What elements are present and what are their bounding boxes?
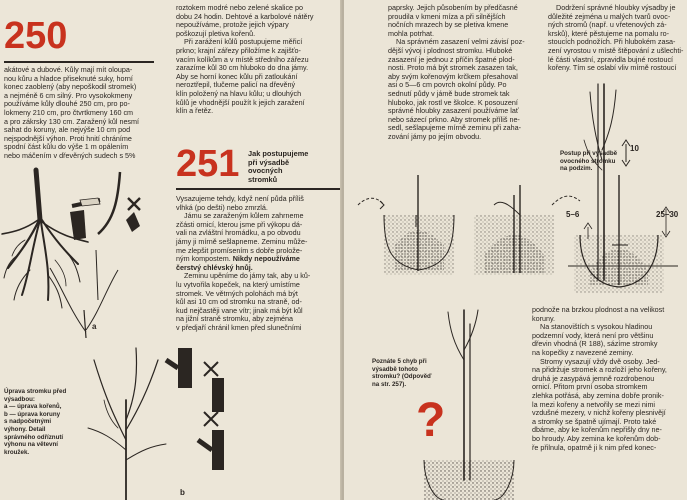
text-line: paprsky. Jejich působením by předčasné — [388, 3, 518, 12]
text-line: konec zaoblený (aby nepoškodil stromek) — [4, 82, 137, 92]
text-line: lokmeny 210 cm, pro čtvrtkmeny 160 cm — [4, 107, 134, 117]
section-rule-251 — [176, 188, 340, 190]
caption-line: výhony. Detail — [4, 425, 46, 433]
caption-line: stromku? (Odpověď — [372, 373, 432, 381]
text-line: Zeminu upěníme do jámy tak, aby u ků- — [184, 271, 311, 281]
text-line: dbáme, aby ke kořenům nepřišly dny ne- — [532, 425, 662, 435]
text-line: ných stromů (např. u vřetenových zá- — [548, 20, 667, 30]
autumn-caption — [560, 150, 630, 173]
text-line: sedl, sešlapujeme mírně zeminu při zaha- — [388, 123, 522, 133]
question-mark: ? — [416, 394, 446, 447]
left-page — [0, 0, 342, 500]
text-line: sednutí půdy v jámě bude stromek tak — [388, 88, 510, 98]
dimension-10: 10 — [630, 144, 639, 153]
text-line: hluboko, jak rostl ve školce. K posouzení — [388, 97, 518, 107]
caption-line: výhonu na větevní — [4, 441, 58, 449]
text-line: lu vytvořila kopeček, na který umístíme — [176, 279, 300, 289]
text-line: na kopečky z navezené zeminy. — [532, 347, 634, 357]
caption-line: výsadbou: — [4, 395, 35, 403]
text-line: zlehka potřásá, aby zemina dobře pronik- — [532, 390, 664, 400]
caption-line: kroužek. — [4, 448, 30, 456]
text-line: klín položený na hlavu kůlu; u dlouhých — [176, 88, 302, 98]
text-line: stoucích podnožích. Při hlubokém zasa- — [548, 37, 676, 47]
text-line: klín a řetěz. — [176, 106, 214, 116]
text-line: ornicí. Přitom první osoba stromkem — [532, 382, 648, 392]
label-a: a — [92, 322, 97, 331]
text-line: nočních mrazech by se pletiva kmene — [388, 20, 509, 30]
title-line: při výsadbě — [248, 157, 290, 167]
dimension-5-6: 5–6 — [566, 210, 580, 219]
text-line: akátové a dubové. Kůly mají mít oloupa- — [4, 65, 133, 74]
text-line: me zlepšit promísením s dobře prolože- — [176, 245, 303, 255]
text-line: lé části vlastní, zpravidla bujné rostoucí — [548, 54, 674, 64]
text-line: na přidržuje stromek a rozloží jeho kořeny, — [532, 365, 667, 375]
caption-line: b — úprava koruny — [4, 410, 61, 418]
text-line: správné hloubky zasazení používáme lať — [388, 106, 519, 116]
text-line: zení vyrostou v místě štěpování z ušlechti- — [548, 45, 684, 55]
caption-line: Poznáte 5 chyb při — [372, 358, 427, 365]
text-line: mohla potrhat. — [388, 28, 434, 38]
section-250-col1 — [4, 66, 156, 161]
right-col3 — [532, 306, 686, 452]
section-251-title — [248, 150, 340, 184]
text-line: krsků), které pěstujeme na pomalu ro- — [548, 28, 670, 38]
text-line: vali na zvláštní hromádku, a po obvodu — [176, 228, 301, 238]
text-line: a stromky se špatně ujímají. Proto také — [532, 416, 657, 426]
text-line: kud nejčastěji vane vítr; jinak má být kůl — [176, 305, 303, 315]
caption-line: a — úprava kořenů, — [4, 403, 62, 411]
text-line: nosti. Proto má být stromek zasazen tak, — [388, 63, 518, 73]
text-line: důležité zejména u malých tvarů ovoc- — [548, 11, 671, 21]
text-line: Jámu se zaraženým kůlem zahrneme — [184, 211, 304, 221]
dimension-25-30: 25–30 — [656, 210, 679, 219]
right-col1 — [388, 4, 546, 142]
text-line: Na správném zasazení velmi závisí poz- — [396, 37, 525, 47]
text-line: asi o 5—6 cm povrch okolní půdy. Po — [388, 80, 507, 90]
text-line: poškozují pletiva kořenů. — [176, 28, 256, 38]
caption-line: Postup při výsadbě — [560, 150, 618, 157]
caption-line: s nadpočetnými — [4, 418, 52, 426]
title-line: stromků — [248, 174, 278, 184]
text-line: nebo máčením v dřevěných sudech s 5% — [4, 150, 136, 160]
root-pruning-illustration — [0, 160, 170, 335]
text-line: nou kůru a hladce přiseknuté suky, horní — [4, 73, 133, 83]
text-line: Při zarážení kůlů postupujeme měřicí — [184, 37, 303, 47]
text-line: Stromy vysazují vždy dvě osoby. Jed- — [540, 356, 660, 366]
caption-line: na podzim. — [560, 165, 593, 173]
text-fragment: ným kompostem. — [176, 254, 231, 264]
text-line: kůl asi 10 cm od stromku na straně, od- — [176, 297, 302, 307]
text-line: nebo sázecí prkno. Aby stromek příliš ne- — [388, 114, 520, 124]
text-line: podzemní vody, která není pro většinu — [532, 330, 654, 340]
text-line: v předjaří chránil kmen před slunečními — [176, 322, 302, 332]
text-line: dější vývoj i plodnost stromku. Hluboké — [388, 45, 513, 55]
text-line: a pro zákrsky 130 cm. Zaražený kůl nesmí — [4, 116, 140, 126]
text-line: Vysazujeme tehdy, když není půda příliš — [176, 194, 304, 203]
text-line: podnože na brzkou plodnost a na velikost — [532, 305, 665, 314]
crown-pruning-illustration — [86, 340, 236, 500]
text-line: nepoužíváme, protože jejich výpary — [176, 20, 289, 30]
title-line: ovocných — [248, 166, 283, 176]
caption-line: výsadbě tohoto — [372, 365, 418, 373]
section-250-col2 — [176, 4, 340, 116]
right-page — [344, 0, 687, 500]
text-line: neroztřepil, tlučeme palicí na dřevěný — [176, 80, 296, 90]
text-line: druhá je zasypává jemně rozdrobenou — [532, 373, 655, 383]
text-line: kořeny. Tím se oslabí vliv mírně rostoucí — [548, 63, 677, 73]
text-line: zarazíme kůl 30 cm hluboko do dna jámy. — [176, 63, 309, 73]
text-line: dřevin vhodná (R 188), sázíme stromky — [532, 339, 658, 349]
text-line: na jižní straně stromku, aby zejména — [176, 314, 294, 324]
planting-pits-illustration — [344, 175, 687, 295]
text-line: spodní část kůlu do výše 1 m opálením — [4, 142, 129, 152]
text-line: la mezi kořeny a netvořily se mezi nimi — [532, 399, 656, 409]
caption-line: ovocného stromku — [560, 157, 616, 165]
pruning-caption — [4, 388, 84, 456]
text-line: vzdušné mezery, v nichž kořeny plesnivějí — [532, 408, 666, 418]
text-line: aby svým kořenovým krčkem přesahoval — [388, 71, 518, 81]
text-line: nejspodnější výhon. Proti hnití chráníme — [4, 133, 132, 143]
text-line: roztokem modré nebo zelené skalice po — [176, 3, 304, 12]
text-line: Na stanovištích s vysokou hladinou — [540, 322, 653, 332]
section-number-251: 251 — [176, 143, 240, 185]
text-line: proudila v kmeni míza a při silnějších — [388, 11, 506, 21]
section-number-250: 250 — [4, 15, 68, 57]
caption-line: správného odříznutí — [4, 433, 64, 441]
text-line: Dodržení správné hloubky výsadby je — [556, 3, 676, 12]
text-line: vacím kolíkům a v místě středního zářezu — [176, 54, 309, 64]
text-line: dobu 24 hodin. Dehtové a karbolové nátěry — [176, 11, 314, 21]
right-col2 — [548, 4, 686, 73]
caption-line: Úprava stromku před — [4, 388, 67, 395]
text-line: Aby se horní konec kůlu při zatloukání — [176, 71, 298, 81]
text-line: kůlů je vhodnější použít k jejich zaražení — [176, 97, 305, 107]
bold-fragment: Nikdy nepoužíváme — [232, 254, 300, 264]
text-line: jámy ji mírně sešlapneme. Zeminu může- — [176, 236, 308, 246]
caption-line: na str. 257). — [372, 380, 407, 388]
text-line: vlhká (po dešti) nebo zmrzlá. — [176, 202, 268, 212]
text-line: prkno; krajní zářezy přiložíme k zajišťo- — [176, 45, 301, 55]
title-line: Jak postupujeme — [248, 149, 309, 158]
text-line: sahat do koruny, ale nejvýše 10 cm pod — [4, 125, 131, 135]
text-line: koruny. — [532, 313, 556, 323]
text-line: bo hroudy. Aby zemina ke kořenům dob- — [532, 433, 661, 443]
text-line: zasazení je jednou z příčin špatné plod- — [388, 54, 515, 64]
label-b: b — [180, 488, 185, 497]
text-line: zčásti ornicí, kterou jsme při výkopu dá- — [176, 219, 303, 229]
section-rule-250 — [4, 61, 154, 63]
text-line-bold: čerstvý chlévský hnůj. — [176, 262, 253, 272]
text-line: a nejméně 6 cm silný. Pro vysokokmeny — [4, 90, 133, 100]
quiz-caption — [372, 358, 452, 388]
text-line: ře přilnula, opatrně ji k nim před konec- — [532, 442, 657, 452]
section-251-body — [176, 195, 340, 333]
text-line: stromek. Ve větrných polohách má být — [176, 288, 298, 298]
text-line: používáme kůly dlouhé 250 cm, pro po- — [4, 99, 130, 109]
text-line: zování jámy po jejím obvodu. — [388, 131, 482, 141]
